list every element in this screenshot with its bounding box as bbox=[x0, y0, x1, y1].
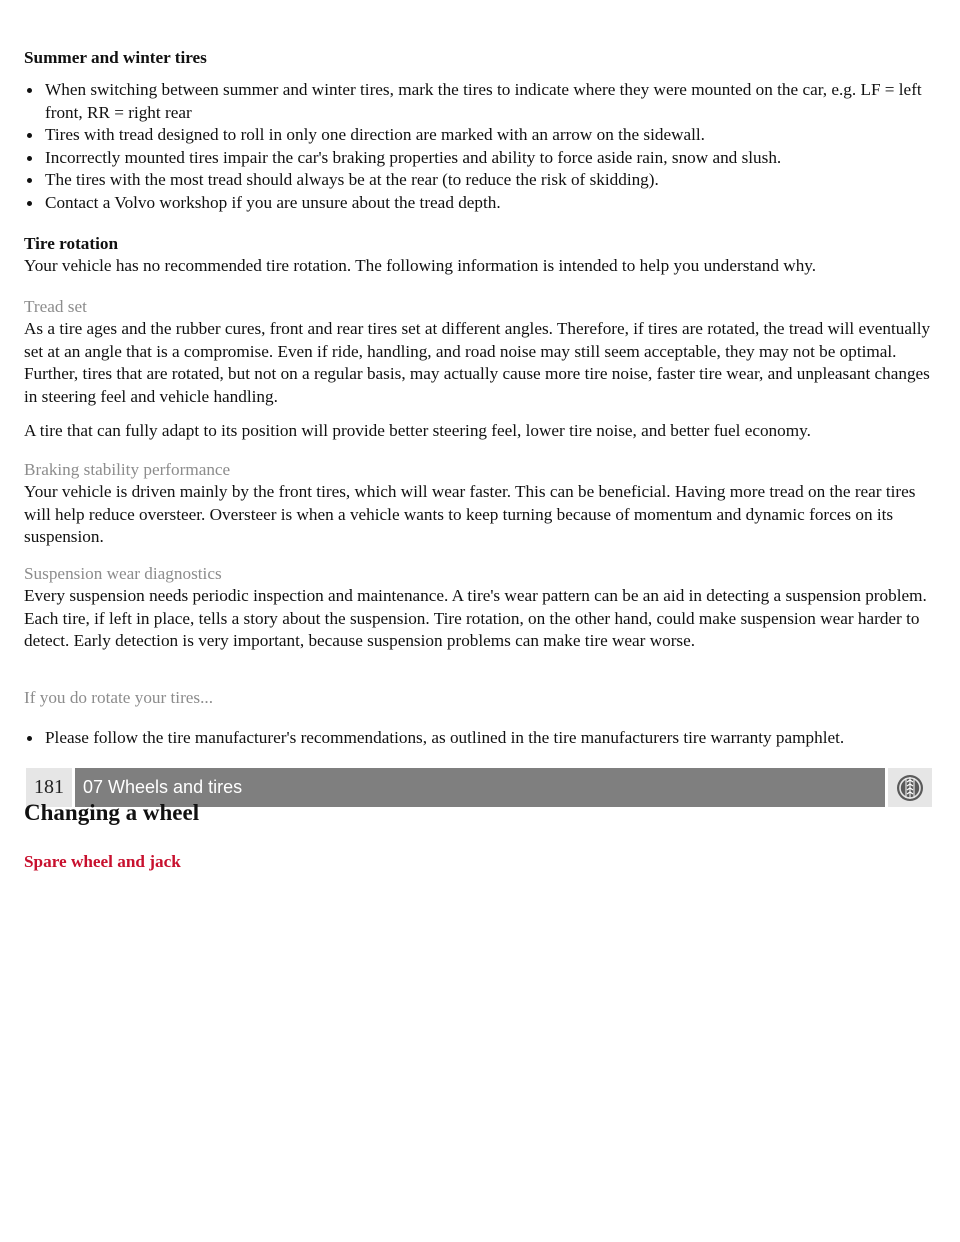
section-heading-summer-winter: Summer and winter tires bbox=[24, 48, 207, 67]
tread-set-paragraph-1: As a tire ages and the rubber cures, front and rear tires set at different angles. Therefore, if tires are rotated, the tread will eventually set at an angle that is a compromise. Even if ride, handling, and road noise may still seem acceptable, they may not be optimal. Further, tires that are rotated, but not on a regular basis, may actually cause more tire noise, faster tire wear, and unpleasant changes in steering feel and vehicle handling. bbox=[24, 319, 931, 406]
braking-stability-paragraph: Your vehicle is driven mainly by the front tires, which will wear faster. This can be beneficial. Having more tread on the rear tires will help reduce oversteer. Oversteer is when a vehicle wants to keep turning because of momentum and dynamic forces on its suspension. bbox=[24, 482, 916, 546]
rotate-list bbox=[24, 727, 936, 750]
list-item: Tires with tread designed to roll in only one direction are marked with an arrow on the sidewall. bbox=[24, 124, 936, 147]
tire-rotation-intro: Your vehicle has no recommended tire rotation. The following information is intended to help you understand why. bbox=[24, 256, 817, 275]
page-number: 181 bbox=[26, 768, 72, 807]
page-title-changing-wheel: Changing a wheel bbox=[24, 800, 200, 825]
tire-icon bbox=[888, 768, 932, 807]
list-item: Contact a Volvo workshop if you are unsure about the tread depth. bbox=[24, 192, 936, 215]
list-item: Please follow the tire manufacturer's recommendations, as outlined in the tire manufacturers tire warranty pamphlet. bbox=[24, 727, 936, 750]
summer-winter-list bbox=[24, 79, 936, 214]
subheading-spare-wheel: Spare wheel and jack bbox=[24, 852, 181, 871]
chapter-title: 07 Wheels and tires bbox=[75, 768, 885, 807]
list-item: Incorrectly mounted tires impair the car's braking properties and ability to force aside rain, snow and slush. bbox=[24, 147, 936, 170]
list-item: The tires with the most tread should always be at the rear (to reduce the risk of skidding). bbox=[24, 169, 936, 192]
subheading-tread-set: Tread set bbox=[24, 297, 87, 316]
subheading-if-you-rotate: If you do rotate your tires... bbox=[24, 688, 214, 707]
subheading-braking-stability: Braking stability performance bbox=[24, 460, 231, 479]
section-heading-tire-rotation: Tire rotation bbox=[24, 234, 119, 253]
list-item: When switching between summer and winter tires, mark the tires to indicate where they were mounted on the car, e.g. LF = left front, RR = right rear bbox=[24, 79, 936, 124]
suspension-wear-paragraph: Every suspension needs periodic inspection and maintenance. A tire's wear pattern can be an aid in detecting a suspension problem. Each tire, if left in place, tells a story about the suspension. Tire rotation, on the other hand, could make suspension wear harder to detect. Early detection is very important, because suspension problems can make tire wear worse. bbox=[24, 586, 927, 650]
subheading-suspension-wear: Suspension wear diagnostics bbox=[24, 564, 222, 583]
tread-set-paragraph-2: A tire that can fully adapt to its position will provide better steering feel, lower tire noise, and better fuel economy. bbox=[24, 421, 811, 440]
